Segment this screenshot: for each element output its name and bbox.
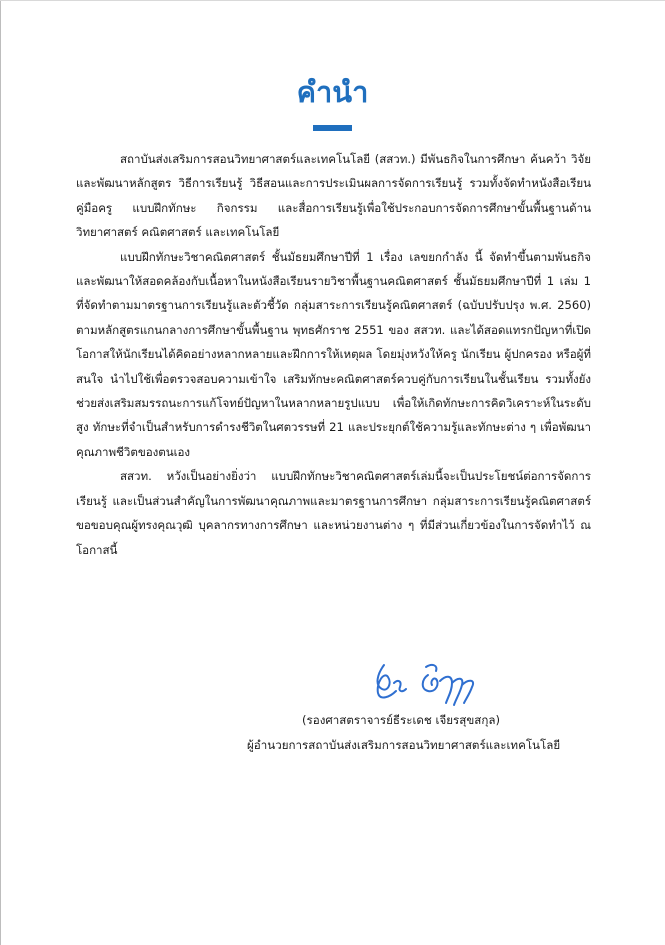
signatory-name: (รองศาสตราจารย์ธีระเดช เจียรสุขสกุล) bbox=[302, 713, 500, 727]
paragraph-2: แบบฝึกทักษะวิชาคณิตศาสตร์ ชั้นมัธยมศึกษาปีที่ 1 เรื่อง เลขยกกำลัง นี้ จัดทำขึ้นตามพันธกิจและพัฒนาให้สอดคล้องกับเนื้อหาในหนังสือเรียนรายวิชาพื้นฐานคณิตศาสตร์ ชั้นมัธยมศึกษาปีที่ 1 เล่ม 1 ที่จัดทำตามมาตรฐานการเรียนรู้และตัวชี้วัด กลุ่มสาระการเรียนรู้คณิตศาสตร์ (ฉบับปรับปรุง พ.ศ. 2560) ตามหลักสูตรแกนกลางการศึกษาขั้นพื้นฐาน พุทธศักราช 2551 ของ สสวท. และได้สอดแทรกปัญหาที่เปิดโอกาสให้นักเรียนได้คิดอย่างหลากหลายและฝึกการให้เหตุผล โดยมุ่งหวังให้ครู นักเรียน ผู้ปกครอง หรือผู้ที่สนใจ นำไปใช้เพื่อตรวจสอบความเข้าใจ เสริมทักษะคณิตศาสตร์ควบคู่กับการเรียนในชั้นเรียน รวมทั้งยังช่วยส่งเสริมสมรรถนะการแก้โจทย์ปัญหาในหลากหลายรูปแบบ เพื่อให้เกิดทักษะการคิดวิเคราะห์ในระดับสูง ทักษะที่จำเป็นสำหรับการดำรงชีวิตในศตวรรษที่ 21 และประยุกต์ใช้ความรู้และทักษะต่าง ๆ เพื่อพัฒนาคุณภาพชีวิตของตนเอง bbox=[76, 249, 591, 459]
page-edge-left bbox=[0, 0, 1, 945]
preface-body bbox=[76, 147, 591, 562]
signatory-position: ผู้อำนวยการสถาบันส่งเสริมการสอนวิทยาศาสตร์และเทคโนโลยี bbox=[247, 738, 561, 752]
paragraph-3: สสวท. หวังเป็นอย่างยิ่งว่า แบบฝึกทักษะวิชาคณิตศาสตร์เล่มนี้จะเป็นประโยชน์ต่อการจัดการเรียนรู้ และเป็นส่วนสำคัญในการพัฒนาคุณภาพและมาตรฐานการศึกษา กลุ่มสาระการเรียนรู้คณิตศาสตร์ ขอขอบคุณผู้ทรงคุณวุฒิ บุคลากรทางการศึกษา และหน่วยงานต่าง ๆ ที่มีส่วนเกี่ยวข้องในการจัดทำไว้ ณ โอกาสนี้ bbox=[76, 469, 591, 557]
paragraph-1: สถาบันส่งเสริมการสอนวิทยาศาสตร์และเทคโนโลยี (สสวท.) มีพันธกิจในการศึกษา ค้นคว้า วิจัยและพัฒนาหลักสูตร วิธีการเรียนรู้ วิธีสอนและการประเมินผลการจัดการเรียนรู้ รวมทั้งจัดทำหนังสือเรียน คู่มือครู แบบฝึกทักษะ กิจกรรม และสื่อการเรียนรู้เพื่อใช้ประกอบการจัดการศึกษาขั้นพื้นฐานด้านวิทยาศาสตร์ คณิตศาสตร์ และเทคโนโลยี bbox=[76, 152, 591, 240]
title-underline bbox=[313, 125, 352, 131]
page-title: คำนำ bbox=[296, 75, 369, 109]
page-edge-top bbox=[0, 0, 665, 1]
handwritten-signature bbox=[366, 653, 516, 713]
